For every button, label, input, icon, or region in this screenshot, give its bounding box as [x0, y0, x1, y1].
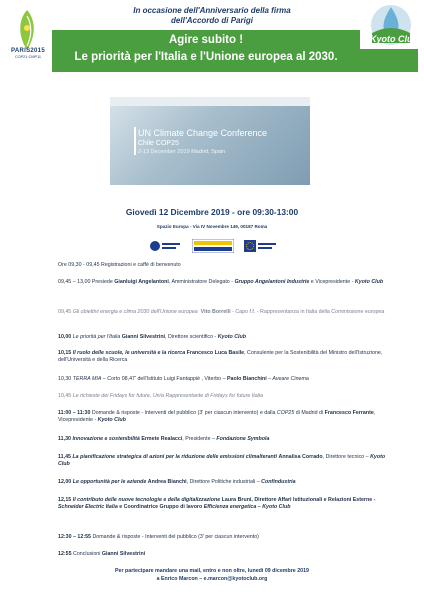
agenda-text: Registrazioni e caffè di benvenuto [99, 262, 181, 268]
conference-subtitle: Chile COP25 [138, 140, 179, 147]
agenda-item-bruni [58, 497, 398, 512]
speaker-role: , Direttore scientifico - [165, 334, 218, 340]
agenda-time: 10,45 [58, 393, 72, 399]
agenda-item-realacci [58, 436, 398, 443]
agenda-text: Conclusioni [71, 551, 102, 557]
speaker-name: Francesco Luca Basile [186, 350, 245, 356]
agenda-text: Presiede [90, 279, 115, 285]
event-date: Giovedì 12 Dicembre 2019 - ore 09:30-13:00 [125, 207, 299, 217]
speaker-role-3: – [256, 504, 263, 511]
occasion-line-1: In occasione dell'Anniversario della firma [133, 6, 291, 15]
speaker-name: Paolo Bianchini [227, 376, 267, 382]
speaker-name: Andrea Bianchi [147, 479, 187, 485]
agenda-item-qa-2 [58, 534, 398, 541]
speaker-org: Kyoto Club [217, 334, 246, 340]
agenda-item-basile [58, 350, 398, 365]
agenda-item-qa-1 [58, 410, 398, 425]
agenda-item-fridays [58, 393, 398, 400]
agenda-time: 10,30 [58, 376, 72, 382]
speaker-role: , Presidente – [182, 436, 217, 442]
talk-title: Il ruolo delle scuole, le università e la ricerca [71, 350, 187, 356]
speaker-role: , Direttore tecnico – [322, 454, 371, 460]
agenda-item-conclusions [58, 551, 398, 558]
agenda-time: 11,30 [58, 436, 71, 442]
speaker-role: di Madrid di [294, 410, 325, 416]
partner-logos [148, 239, 278, 253]
talk-title: Le priorità per l'Italia [71, 334, 122, 340]
banner-title: Agire subito ! [168, 34, 244, 46]
agenda-item-borrelli [58, 309, 398, 316]
agenda-time: 12:30 – 12:55 [58, 534, 91, 540]
speaker-role: , Direttore Affari Istituzionali e Relazioni Esterne - [251, 497, 376, 503]
speaker-org: Confindustria [261, 479, 296, 485]
speaker-org-2: Efficienza energetica [203, 504, 257, 511]
agenda-time: 10,15 [58, 350, 72, 356]
agenda-text: Domande & risposte - Interventi del pubblico (3' per ciascun intervento) e dalla [90, 410, 277, 416]
speaker-name: Gianluigi Angelantoni [114, 279, 169, 285]
talk-title: Innovazione e sostenibilità [70, 436, 142, 442]
agenda-time: 12,00 [58, 479, 72, 485]
agenda-item-bianchi [58, 479, 398, 486]
event-venue: Spazio Europa - Via IV Novembre 149, 00187 Roma [156, 224, 268, 229]
cop21-logo-subtext: COP21·CMP11 [14, 55, 42, 59]
agenda-time: Ore 09,30 - 09,45 [58, 262, 100, 268]
talk-title: COP25 [276, 410, 295, 416]
speaker-name: Ermete Realacci [141, 436, 183, 442]
speaker-role: – Corto 08,47' dell'Istituto Luigi Fantappiè , Viterbo – [101, 376, 227, 382]
footer-line-1: Per partecipare mandare una mail, entro e non oltre, lunedì 09 dicembre 2019 [115, 568, 309, 574]
agenda-time: 12:55 [58, 551, 72, 557]
agenda-time: 10,00 [58, 334, 72, 340]
agenda-item-terra-mia [58, 376, 398, 383]
speaker-name: Annalisa Corrado [278, 454, 323, 460]
speaker-role: , Consulente per la Sostenibilità del Ministro dell'Istruzione, dell'Università e della Ricerca [58, 350, 383, 364]
cop21-logo-text: PARIS2015 [11, 48, 45, 54]
agenda-item-chair [58, 279, 398, 286]
speaker-name: Gianni Silvestrini [101, 551, 146, 557]
speaker-name: Laura Bruni [221, 497, 252, 503]
talk-title: Le opportunità per le aziende [71, 479, 148, 485]
agenda-time: 11:00 – 11:30 [58, 410, 91, 416]
speaker-role-2: e Vicepresidente - [309, 279, 355, 285]
agenda-time: 09,45 – 13,00 [58, 279, 91, 285]
agenda-item-corrado [58, 454, 398, 469]
speaker-org-3: Kyoto Club [262, 504, 291, 511]
banner-subtitle: Le priorità per l'Italia e l'Unione europea al 2030. [74, 51, 338, 63]
speaker-role: , Direttore Politiche industriali – [186, 479, 262, 485]
speaker-org: Gruppo Angelantoni Industrie [234, 279, 310, 285]
speaker-role: , Un/a Rappresentante di Fridays for future Italia [149, 393, 263, 399]
european-commission-logo [244, 239, 278, 253]
banner-extension [360, 49, 418, 72]
image-top-strip [110, 97, 310, 106]
european-parliament-logo [148, 239, 182, 253]
occasion-line-2: dell'Accordo di Parigi [171, 16, 253, 25]
conference-dates: 2-13 December 2019 Madrid, Spain [138, 149, 226, 155]
talk-title: La pianificazione strategica di azioni per la riduzione delle emissioni climalteranti [70, 454, 279, 460]
speaker-name: Gianni Silvestrini [121, 334, 166, 340]
registration-footer [0, 567, 424, 583]
agenda-time: 09,45 [58, 309, 72, 315]
speaker-role: - Capo f.f. - Rappresentanza in Italia della Commissione europea [230, 309, 385, 315]
conference-title: UN Climate Change Conference [138, 128, 268, 138]
talk-title: Il contributo delle nuove tecnologie e della digitalizzazione [71, 497, 222, 503]
speaker-org: – Aveare Cinema [266, 376, 309, 382]
agenda-time: 12,15 [58, 497, 72, 503]
speaker-name: Francesco Ferrante [324, 410, 374, 416]
talk-title: Le richieste dei Fridays for future [71, 393, 150, 399]
talk-title: Gli obiettivi energia e clima 2030 dell'Unione europea [71, 309, 198, 315]
image-accent-bar [134, 127, 136, 155]
speaker-org: Schneider Electric Italia [58, 504, 118, 511]
spazio-europa-logo [192, 239, 234, 253]
agenda-time: 11,45 [58, 454, 71, 460]
speaker-org: Kyoto Club [97, 417, 126, 424]
footer-line-2: a Enrico Marcon – e.marcon@kyotoclub.org [156, 576, 268, 582]
speaker-org: Kyoto Club [58, 454, 386, 468]
agenda-item-silvestrini [58, 334, 398, 341]
speaker-name: Vito Borrelli [200, 309, 231, 315]
occasion-heading [60, 6, 364, 26]
agenda-text: Domande & risposte - Interventi del pubblico (3' per ciascun intervento) [90, 534, 259, 540]
kyoto-club-logo-text: Kyoto Club [370, 34, 418, 44]
title-banner [52, 30, 360, 72]
speaker-org: Fondazione Symbola [216, 436, 270, 442]
speaker-org-2: Kyoto Club [354, 279, 384, 285]
speaker-role: , Amministratore Delegato - [168, 279, 235, 285]
agenda-item-registration [58, 262, 398, 269]
cop25-conference-image [110, 97, 310, 185]
speaker-role-2: e Coordinatrice Gruppo di lavoro [117, 504, 204, 511]
talk-title: TERRA MIA [71, 376, 102, 382]
speaker-role-2: , Vicepresidente - [58, 410, 376, 424]
